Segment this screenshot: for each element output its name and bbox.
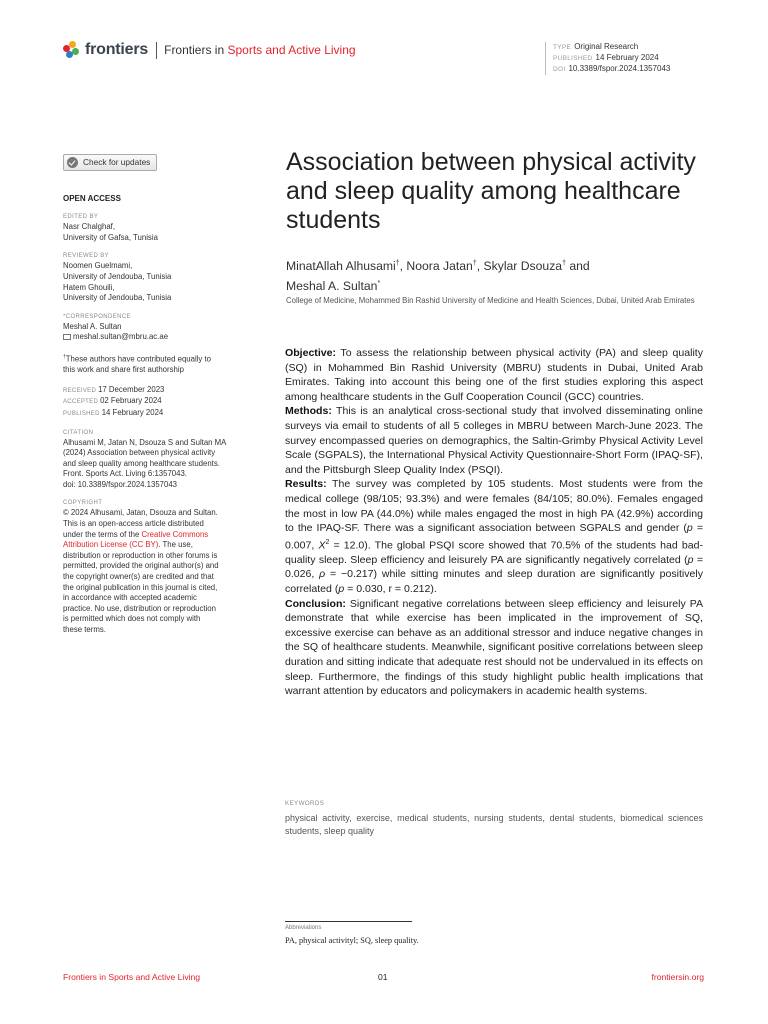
author[interactable]: MinatAllah Alhusami [286, 259, 396, 274]
header-divider [156, 42, 157, 59]
reviewer-name: Noomen Guelmami, [63, 261, 133, 271]
correspondence-label: *CORRESPONDENCE [63, 313, 132, 320]
editor-name: Nasr Chalghaf, [63, 222, 116, 232]
frontiers-logo[interactable] [63, 41, 356, 59]
reviewer-name: Hatem Ghouili, [63, 282, 115, 292]
reviewed-by-label: REVIEWED BY [63, 253, 110, 260]
citation-text: Alhusami M, Jatan N, Dsouza S and Sultan MA (2024) Association between physical activity and sleep quality among healthcare students. Front. Sports Act. Living 6:1357043. doi: 10.3389/fspor.2024.1357043 [63, 437, 227, 489]
license-link[interactable]: Attribution License (CC BY) [63, 540, 159, 550]
abstract [285, 346, 703, 699]
copyright-text: © 2024 Alhusami, Jatan, Dsouza and Sultan. This is an open-access article distributed under the terms of the Creative Commons Attribution License (CC BY). The use, distribution or reproduction in other forums is permitted, provided the original author(s) and the copyright owner(s) are credited and that the original publication in this journal is cited, in accordance with accepted academic practice. No use, distribution or reproduction is permitted which does not comply with these terms. [63, 508, 219, 634]
abstract-methods: Methods: This is an analytical cross-sectional study that involved disseminating online surveys via email to students of all 5 colleges in MBRU between March-June 2023. The survey encompassed queries on demographics, the Saltin-Grimby Physical Activity Level Scale (SGPALS), the International Physical Activity Questionnaire-Short Form (IPAQ-SF), and the Pittsburgh Sleep Quality Index (PSQI). [285, 405, 703, 476]
meta-doi[interactable]: DOI 10.3389/fspor.2024.1357043 [553, 64, 671, 73]
check-updates-label: Check for updates [83, 157, 151, 168]
mail-icon [63, 334, 71, 340]
author-list: MinatAllah Alhusami†, Noora Jatan†, Skylar Dsouza† and Meshal A. Sultan* [286, 259, 590, 294]
copyright-label: COPYRIGHT [63, 500, 103, 507]
keywords-text: physical activity, exercise, medical students, nursing students, dental students, biomedical sciences students, sleep quality [285, 813, 703, 836]
journal-title: Sports and Active Living [227, 43, 356, 57]
article-dates [63, 385, 263, 420]
reviewer-affiliation: University of Jendouba, Tunisia [63, 293, 172, 303]
abbreviations-text: PA, physical activityl; SQ, sleep quality. [285, 936, 419, 945]
frontiers-logo-icon [63, 41, 81, 59]
abstract-results: Results: The survey was completed by 105 students. Most students were from the medical college (98/105; 93.3%) and were females (84/105; 80.0%). Females engaged the most in low PA (44.0%) while males engaged the most in high PA (42.9%) according to the IPAQ-SF. There was a significant association between SGPALS and gender (p = 0.007, $X^2 = 12.0$). The global PSQI score showed that 70.5% of the students had bad-quality sleep. Sleep efficiency and leisurely PA are significantly negatively correlated (p = 0.026, ρ = −0.217) while sitting minutes and sleep duration are significantly positively correlated (p = 0.030, r = 0.212). [285, 478, 704, 596]
meta-published: PUBLISHED 14 February 2024 [553, 53, 659, 62]
equal-contribution-note: †These authors have contributed equally to this work and share first authorship [63, 353, 211, 375]
reviewer-affiliation: University of Jendouba, Tunisia [63, 271, 172, 281]
accepted-date: ACCEPTED 02 February 2024 [63, 396, 162, 406]
sidebar [63, 154, 263, 636]
correspondence-name: Meshal A. Sultan [63, 321, 122, 331]
page-number: 01 [378, 972, 388, 982]
author[interactable]: Meshal A. Sultan [286, 279, 378, 294]
citation-label: CITATION [63, 429, 94, 436]
logo-text: frontiers [85, 41, 149, 58]
footer-journal[interactable]: Frontiers in Sports and Active Living [63, 972, 201, 982]
keywords-label: KEYWORDS [285, 800, 325, 807]
open-access-label: OPEN ACCESS [63, 193, 121, 203]
article-meta [545, 42, 670, 75]
published-date: PUBLISHED 14 February 2024 [63, 407, 164, 417]
edited-by-label: EDITED BY [63, 214, 99, 221]
check-icon [67, 157, 78, 168]
article-title: Association between physical activity and sleep quality among healthcare students [286, 148, 696, 234]
journal-prefix: Frontiers in [164, 43, 225, 57]
meta-type: TYPE Original Research [553, 42, 639, 51]
abstract-objective: Objective: To assess the relationship between physical activity (PA) and sleep quality (SQ) in Mohammed Bin Rashid University (MBRU) students in Dubai, United Arab Emirates. Taking into account this being one of the first studies exploring this aspect among healthcare students in the Gulf Cooperation Council (GCC) countries. [285, 347, 703, 403]
license-link[interactable]: Creative Commons [141, 529, 209, 539]
check-for-updates-button[interactable] [63, 154, 157, 171]
received-date: RECEIVED 17 December 2023 [63, 384, 165, 394]
abstract-conclusion: Conclusion: Significant negative correlations between sleep efficiency and leisurely PA demonstrate that while exercise has been implicated in the improvement of SQ, excessive exercise can behave as an additional stressor and induce negative changes in the SQ of healthcare students. Meanwhile, significant positive correlations between sleep duration and sitting indicate that adequate rest should not be undervalued in its effects on sleep. Furthermore, the findings of this study highlight public health implications that warrant attention by educators and policymakers in academic health systems. [285, 597, 703, 698]
affiliation: College of Medicine, Mohammed Bin Rashid University of Medicine and Health Sciences, Dubai, United Arab Emirates [286, 296, 695, 305]
editor-affiliation: University of Gafsa, Tunisia [63, 232, 158, 242]
journal-name[interactable] [164, 43, 355, 57]
footnote-divider [285, 921, 412, 922]
abbreviations-label: Abbreviations [285, 925, 322, 931]
footer-site-link[interactable]: frontiersin.org [651, 972, 704, 982]
correspondence-email[interactable]: meshal.sultan@mbru.ac.ae [63, 332, 263, 343]
